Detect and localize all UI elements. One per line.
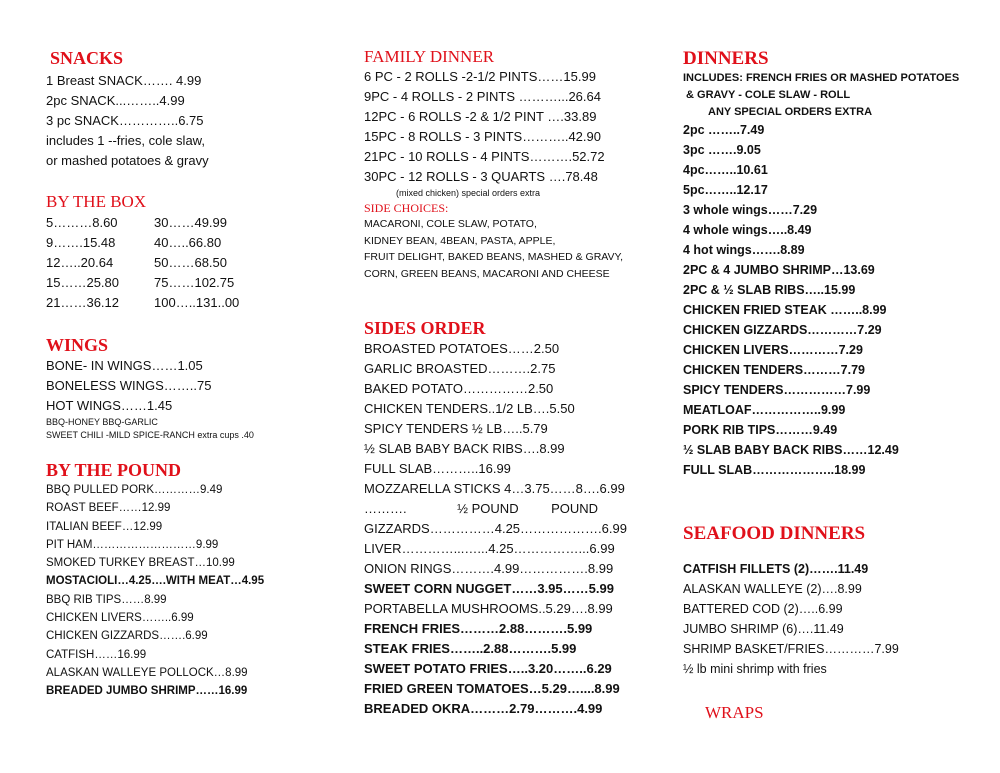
list-item: 6 PC - 2 ROLLS -2-1/2 PINTS……15.99 bbox=[364, 69, 596, 84]
list-item: SHRIMP BASKET/FRIES…………7.99 bbox=[683, 642, 899, 656]
box-right: 100…..131..00 bbox=[154, 295, 240, 310]
list-item: MOZZARELLA STICKS 4…3.75……8….6.99 bbox=[364, 481, 625, 496]
list-item: SMOKED TURKEY BREAST…10.99 bbox=[46, 557, 235, 570]
list-item: 4 hot wings…….8.89 bbox=[683, 243, 805, 257]
wings-list bbox=[46, 356, 254, 442]
sauce-note: BBQ-HONEY BBQ-GARLIC bbox=[46, 417, 158, 427]
list-item: ½ SLAB BABY BACK RIBS….8.99 bbox=[364, 441, 565, 456]
list-item: SWEET CORN NUGGET……3.95……5.99 bbox=[364, 581, 614, 596]
box-right: 75……102.75 bbox=[154, 275, 235, 290]
list-item: CHICKEN TENDERS..1/2 LB….5.50 bbox=[364, 401, 575, 416]
snacks-list bbox=[46, 71, 209, 171]
list-item: KIDNEY BEAN, 4BEAN, PASTA, APPLE, bbox=[364, 234, 556, 247]
list-item: PORTABELLA MUSHROOMS..5.29….8.99 bbox=[364, 601, 613, 616]
list-item: ½ lb mini shrimp with fries bbox=[683, 662, 827, 676]
family-dinner-list bbox=[364, 67, 605, 187]
list-item: FRENCH FRIES………2.88……….5.99 bbox=[364, 621, 593, 636]
list-item: BREADED OKRA………2.79……….4.99 bbox=[364, 701, 603, 716]
list-item: 1 Breast SNACK……. 4.99 bbox=[46, 73, 202, 88]
side-choices-heading: SIDE CHOICES: bbox=[364, 201, 449, 215]
sides-order-heading: SIDES ORDER bbox=[364, 318, 486, 338]
list-item bbox=[46, 253, 239, 273]
list-item: FULL SLAB………..16.99 bbox=[364, 461, 511, 476]
list-item: GARLIC BROASTED……….2.75 bbox=[364, 361, 556, 376]
list-item: ALASKAN WALLEYE POLLOCK…8.99 bbox=[46, 666, 248, 679]
list-item: ROAST BEEF……12.99 bbox=[46, 502, 171, 515]
by-the-pound-list bbox=[46, 481, 264, 701]
list-item: FULL SLAB………………..18.99 bbox=[683, 463, 866, 477]
list-item: ALASKAN WALLEYE (2)….8.99 bbox=[683, 582, 862, 596]
box-left: 9…….15.48 bbox=[46, 235, 116, 250]
dinners-includes-line: & GRAVY - COLE SLAW - ROLL bbox=[683, 89, 851, 101]
list-item: 9PC - 4 ROLLS - 2 PINTS ………...26.64 bbox=[364, 89, 601, 104]
wraps-heading: WRAPS bbox=[705, 703, 764, 722]
list-item bbox=[46, 233, 239, 253]
list-item: 2PC & 4 JUMBO SHRIMP…13.69 bbox=[683, 263, 875, 277]
sauce-note: SWEET CHILI -MILD SPICE-RANCH extra cups .40 bbox=[46, 430, 254, 440]
list-item: 2pc ……..7.49 bbox=[683, 123, 765, 137]
list-item: BBQ PULLED PORK…………9.49 bbox=[46, 484, 223, 496]
list-item: or mashed potatoes & gravy bbox=[46, 153, 209, 168]
list-item: includes 1 --fries, cole slaw, bbox=[46, 133, 205, 148]
list-item: 15PC - 8 ROLLS - 3 PINTS………..42.90 bbox=[364, 129, 601, 144]
list-item: 4pc……..10.61 bbox=[683, 163, 768, 177]
list-item: CATFISH FILLETS (2)…….11.49 bbox=[683, 562, 869, 576]
list-item: SWEET POTATO FRIES…..3.20……..6.29 bbox=[364, 661, 612, 676]
list-item: JUMBO SHRIMP (6)….11.49 bbox=[683, 622, 844, 636]
list-item: CHICKEN GIZZARDS…………7.29 bbox=[683, 323, 882, 337]
list-item: CHICKEN LIVERS……..6.99 bbox=[46, 612, 194, 625]
list-item: BAKED POTATO……………2.50 bbox=[364, 381, 554, 396]
box-right: 30……49.99 bbox=[154, 215, 227, 230]
list-item: MOSTACIOLI…4.25….WITH MEAT…4.95 bbox=[46, 575, 265, 588]
wings-heading: WINGS bbox=[46, 335, 109, 355]
list-item: 2pc SNACK...……..4.99 bbox=[46, 93, 185, 108]
list-item bbox=[46, 293, 239, 313]
seafood-list bbox=[683, 559, 899, 679]
list-item: 2PC & ½ SLAB RIBS…..15.99 bbox=[683, 283, 856, 297]
list-item bbox=[46, 273, 239, 293]
list-item: CHICKEN FRIED STEAK ……..8.99 bbox=[683, 303, 887, 317]
seafood-heading: SEAFOOD DINNERS bbox=[683, 523, 866, 544]
list-item: BROASTED POTATOES……2.50 bbox=[364, 341, 560, 356]
by-the-pound-heading: BY THE POUND bbox=[46, 460, 182, 480]
side-choices-list bbox=[364, 216, 623, 282]
list-item: CATFISH……16.99 bbox=[46, 648, 147, 661]
list-item: FRIED GREEN TOMATOES…5.29…....8.99 bbox=[364, 681, 620, 696]
box-left: 21……36.12 bbox=[46, 295, 119, 310]
box-right: 50……68.50 bbox=[154, 255, 227, 270]
list-item: 4 whole wings…..8.49 bbox=[683, 223, 812, 237]
dinners-includes-line: INCLUDES: FRENCH FRIES OR MASHED POTATOES bbox=[683, 72, 960, 84]
list-item: BATTERED COD (2)…..6.99 bbox=[683, 602, 843, 616]
box-left: 12…..20.64 bbox=[46, 255, 114, 270]
list-item: SPICY TENDERS ½ LB…..5.79 bbox=[364, 421, 548, 436]
list-item: 12PC - 6 ROLLS -2 & 1/2 PINT ….33.89 bbox=[364, 109, 597, 124]
box-left: 5………8.60 bbox=[46, 215, 118, 230]
snacks-heading: SNACKS bbox=[50, 48, 124, 68]
list-item: BONE- IN WINGS……1.05 bbox=[46, 358, 203, 373]
list-item: GIZZARDS……………4.25……………….6.99 bbox=[364, 521, 627, 536]
list-item: MEATLOAF……………..9.99 bbox=[683, 403, 846, 417]
family-dinner-note: (mixed chicken) special orders extra bbox=[396, 188, 541, 198]
list-item: SPICY TENDERS……………7.99 bbox=[683, 383, 871, 397]
list-item: ………. ½ POUND POUND bbox=[364, 501, 599, 516]
list-item: CHICKEN LIVERS…………7.29 bbox=[683, 343, 863, 357]
list-item bbox=[46, 213, 239, 233]
list-item: 3 whole wings……7.29 bbox=[683, 203, 818, 217]
list-item: CHICKEN TENDERS………7.79 bbox=[683, 363, 865, 377]
list-item: 5pc……..12.17 bbox=[683, 183, 768, 197]
list-item: PIT HAM………………………9.99 bbox=[46, 538, 219, 551]
box-right: 40…..66.80 bbox=[154, 235, 222, 250]
list-item: HOT WINGS……1.45 bbox=[46, 398, 173, 413]
list-item: 3pc …….9.05 bbox=[683, 143, 761, 157]
list-item: CORN, GREEN BEANS, MACARONI AND CHEESE bbox=[364, 267, 610, 280]
list-item: FRUIT DELIGHT, BAKED BEANS, MASHED & GRAVY, bbox=[364, 251, 624, 263]
sides-order-list bbox=[364, 339, 627, 719]
list-item: BREADED JUMBO SHRIMP……16.99 bbox=[46, 685, 248, 698]
list-item: LIVER…………...…...4.25……………...6.99 bbox=[364, 541, 615, 556]
list-item: STEAK FRIES……..2.88……….5.99 bbox=[364, 641, 577, 656]
list-item: ITALIAN BEEF…12.99 bbox=[46, 520, 163, 533]
list-item: ONION RINGS……….4.99…………….8.99 bbox=[364, 561, 614, 576]
family-dinner-heading: FAMILY DINNER bbox=[364, 47, 495, 66]
dinners-includes-line: ANY SPECIAL ORDERS EXTRA bbox=[708, 106, 873, 118]
list-item: 30PC - 12 ROLLS - 3 QUARTS ….78.48 bbox=[364, 169, 598, 184]
list-item: BONELESS WINGS……..75 bbox=[46, 378, 212, 393]
list-item: ½ SLAB BABY BACK RIBS……12.49 bbox=[683, 443, 899, 457]
dinners-list bbox=[683, 120, 899, 480]
list-item: MACARONI, COLE SLAW, POTATO, bbox=[364, 218, 537, 230]
list-item: CHICKEN GIZZARDS…….6.99 bbox=[46, 630, 208, 643]
by-the-box-heading: BY THE BOX bbox=[46, 192, 147, 211]
list-item: 3 pc SNACK…………..6.75 bbox=[46, 113, 204, 128]
list-item: BBQ RIB TIPS……8.99 bbox=[46, 593, 167, 606]
list-item: 21PC - 10 ROLLS - 4 PINTS……….52.72 bbox=[364, 149, 605, 164]
dinners-heading: DINNERS bbox=[683, 48, 769, 69]
box-left: 15……25.80 bbox=[46, 275, 119, 290]
list-item: PORK RIB TIPS………9.49 bbox=[683, 423, 838, 437]
by-the-box-list bbox=[46, 213, 239, 313]
